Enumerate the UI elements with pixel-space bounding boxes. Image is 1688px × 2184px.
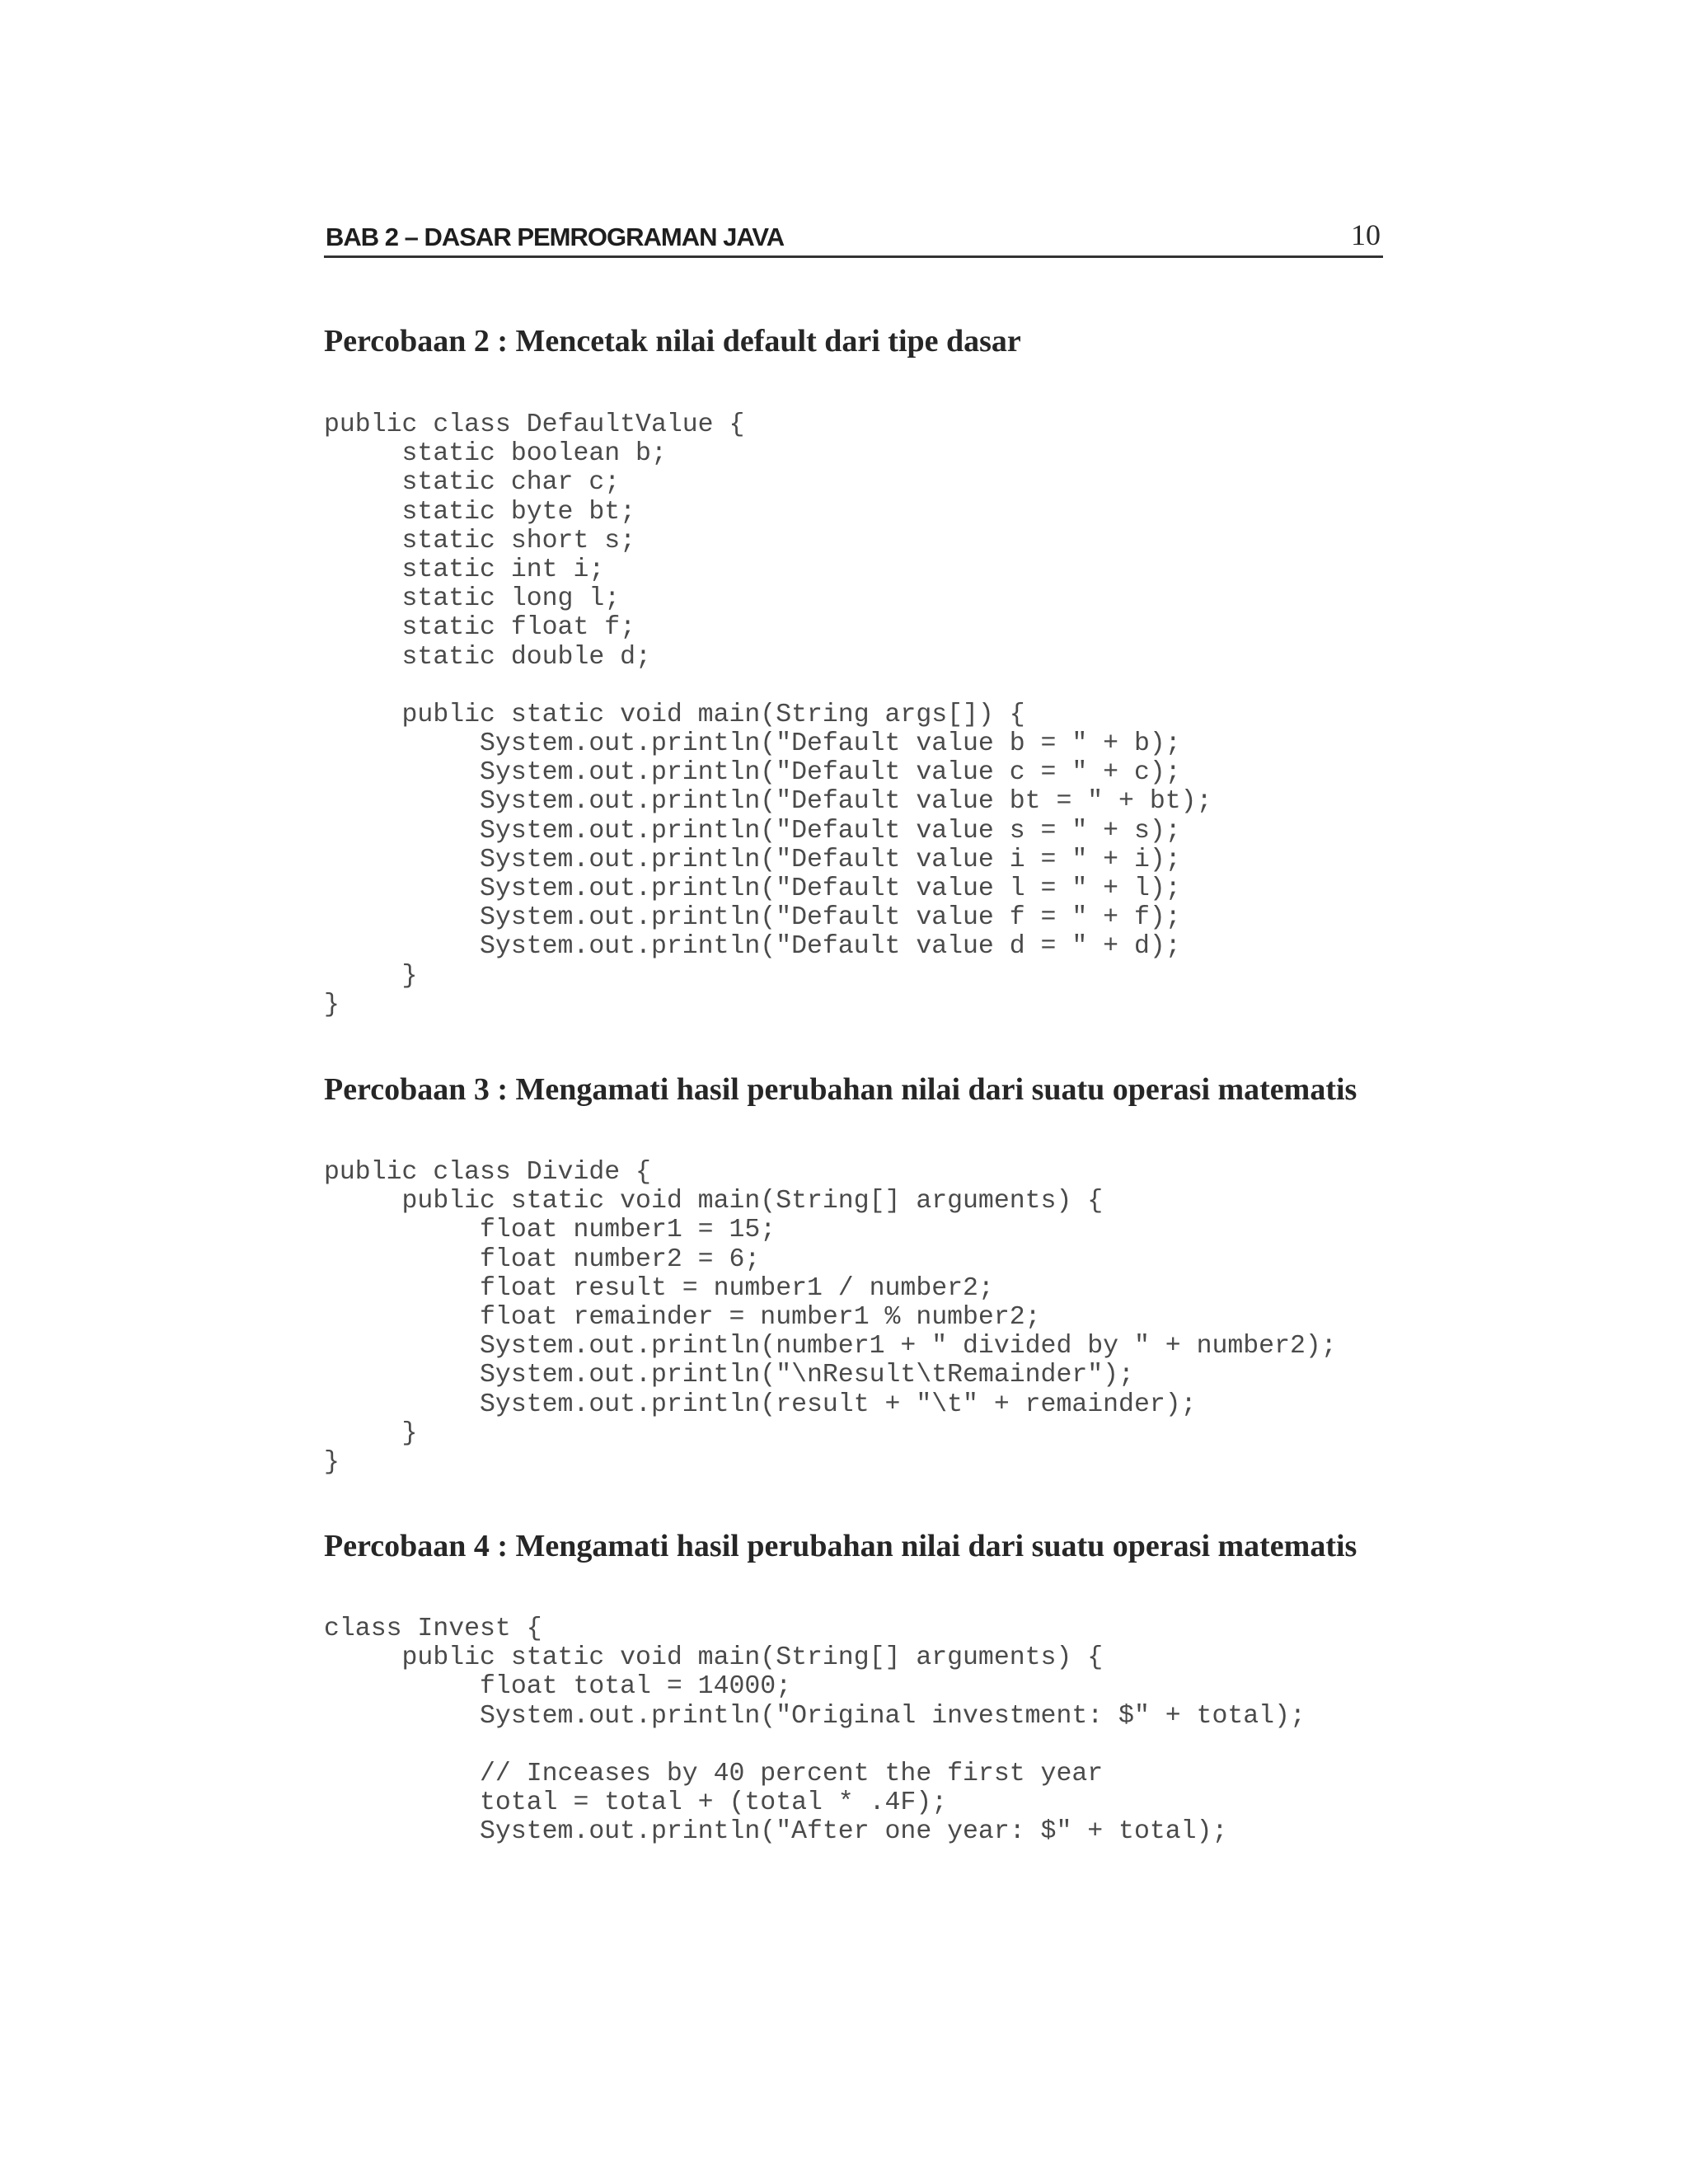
- code-line: System.out.println("After one year: $" + total);: [324, 1817, 1228, 1847]
- code-block-default-value: [324, 410, 1212, 1019]
- code-line: System.out.println("Default value bt = " + bt);: [324, 787, 1212, 817]
- section-heading-percobaan-4: Percobaan 4 : Mengamati hasil perubahan nilai dari suatu operasi matematis: [324, 1529, 1357, 1563]
- code-line: static boolean b;: [324, 439, 667, 469]
- code-line: System.out.println("Default value i = " + i);: [324, 845, 1181, 874]
- code-line: // Inceases by 40 percent the first year: [324, 1759, 1104, 1788]
- code-line: System.out.println("\nResult\tRemainder");: [324, 1361, 1134, 1390]
- code-block-divide: [324, 1158, 1337, 1477]
- code-line: static double d;: [324, 642, 651, 672]
- page-header: [324, 218, 1383, 258]
- code-line: static int i;: [324, 555, 605, 584]
- code-line: }: [324, 990, 340, 1019]
- code-line: public static void main(String[] arguments) {: [324, 1643, 1104, 1673]
- code-line: total = total + (total * .4F);: [324, 1788, 948, 1818]
- code-line: System.out.println("Default value f = " + f);: [324, 903, 1181, 933]
- code-line: public static void main(String args[]) {: [324, 700, 1025, 729]
- code-line: float total = 14000;: [324, 1672, 792, 1702]
- code-line: public static void main(String[] arguments) {: [324, 1187, 1104, 1216]
- code-line: System.out.println("Original investment: $" + total);: [324, 1701, 1306, 1731]
- code-line: public class Divide {: [324, 1158, 651, 1187]
- chapter-title: BAB 2 – DASAR PEMROGRAMAN JAVA: [326, 223, 785, 251]
- code-line: class Invest {: [324, 1615, 542, 1643]
- code-line: static short s;: [324, 526, 636, 555]
- code-line: static char c;: [324, 468, 621, 498]
- code-line: float result = number1 / number2;: [324, 1273, 994, 1303]
- code-line: public class DefaultValue {: [324, 410, 745, 439]
- section-heading-percobaan-3: Percobaan 3 : Mengamati hasil perubahan nilai dari suatu operasi matematis: [324, 1072, 1357, 1107]
- code-line: float remainder = number1 % number2;: [324, 1302, 1041, 1332]
- code-line: System.out.println("Default value b = " + b);: [324, 729, 1181, 759]
- code-line: System.out.println("Default value c = " + c);: [324, 758, 1181, 788]
- code-line: System.out.println(number1 + " divided by " + number2);: [324, 1332, 1337, 1361]
- code-line: [324, 1731, 1306, 1760]
- code-line: static byte bt;: [324, 497, 636, 527]
- code-block-invest: [324, 1615, 1306, 1847]
- code-line: System.out.println("Default value d = " + d);: [324, 932, 1181, 962]
- code-line: System.out.println(result + "\t" + remainder);: [324, 1390, 1197, 1419]
- code-line: float number2 = 6;: [324, 1244, 761, 1274]
- code-line: }: [324, 1418, 418, 1448]
- section-heading-percobaan-2: Percobaan 2 : Mencetak nilai default dari tipe dasar: [324, 324, 1021, 359]
- code-line: }: [324, 1447, 340, 1477]
- code-line: float number1 = 15;: [324, 1216, 776, 1245]
- code-line: System.out.println("Default value s = " + s);: [324, 816, 1181, 846]
- code-line: }: [324, 961, 418, 991]
- code-line: System.out.println("Default value l = " + l);: [324, 874, 1181, 903]
- page-number: 10: [1351, 218, 1381, 251]
- code-line: static long l;: [324, 584, 621, 614]
- code-line: [324, 672, 1212, 701]
- code-line: static float f;: [324, 613, 636, 643]
